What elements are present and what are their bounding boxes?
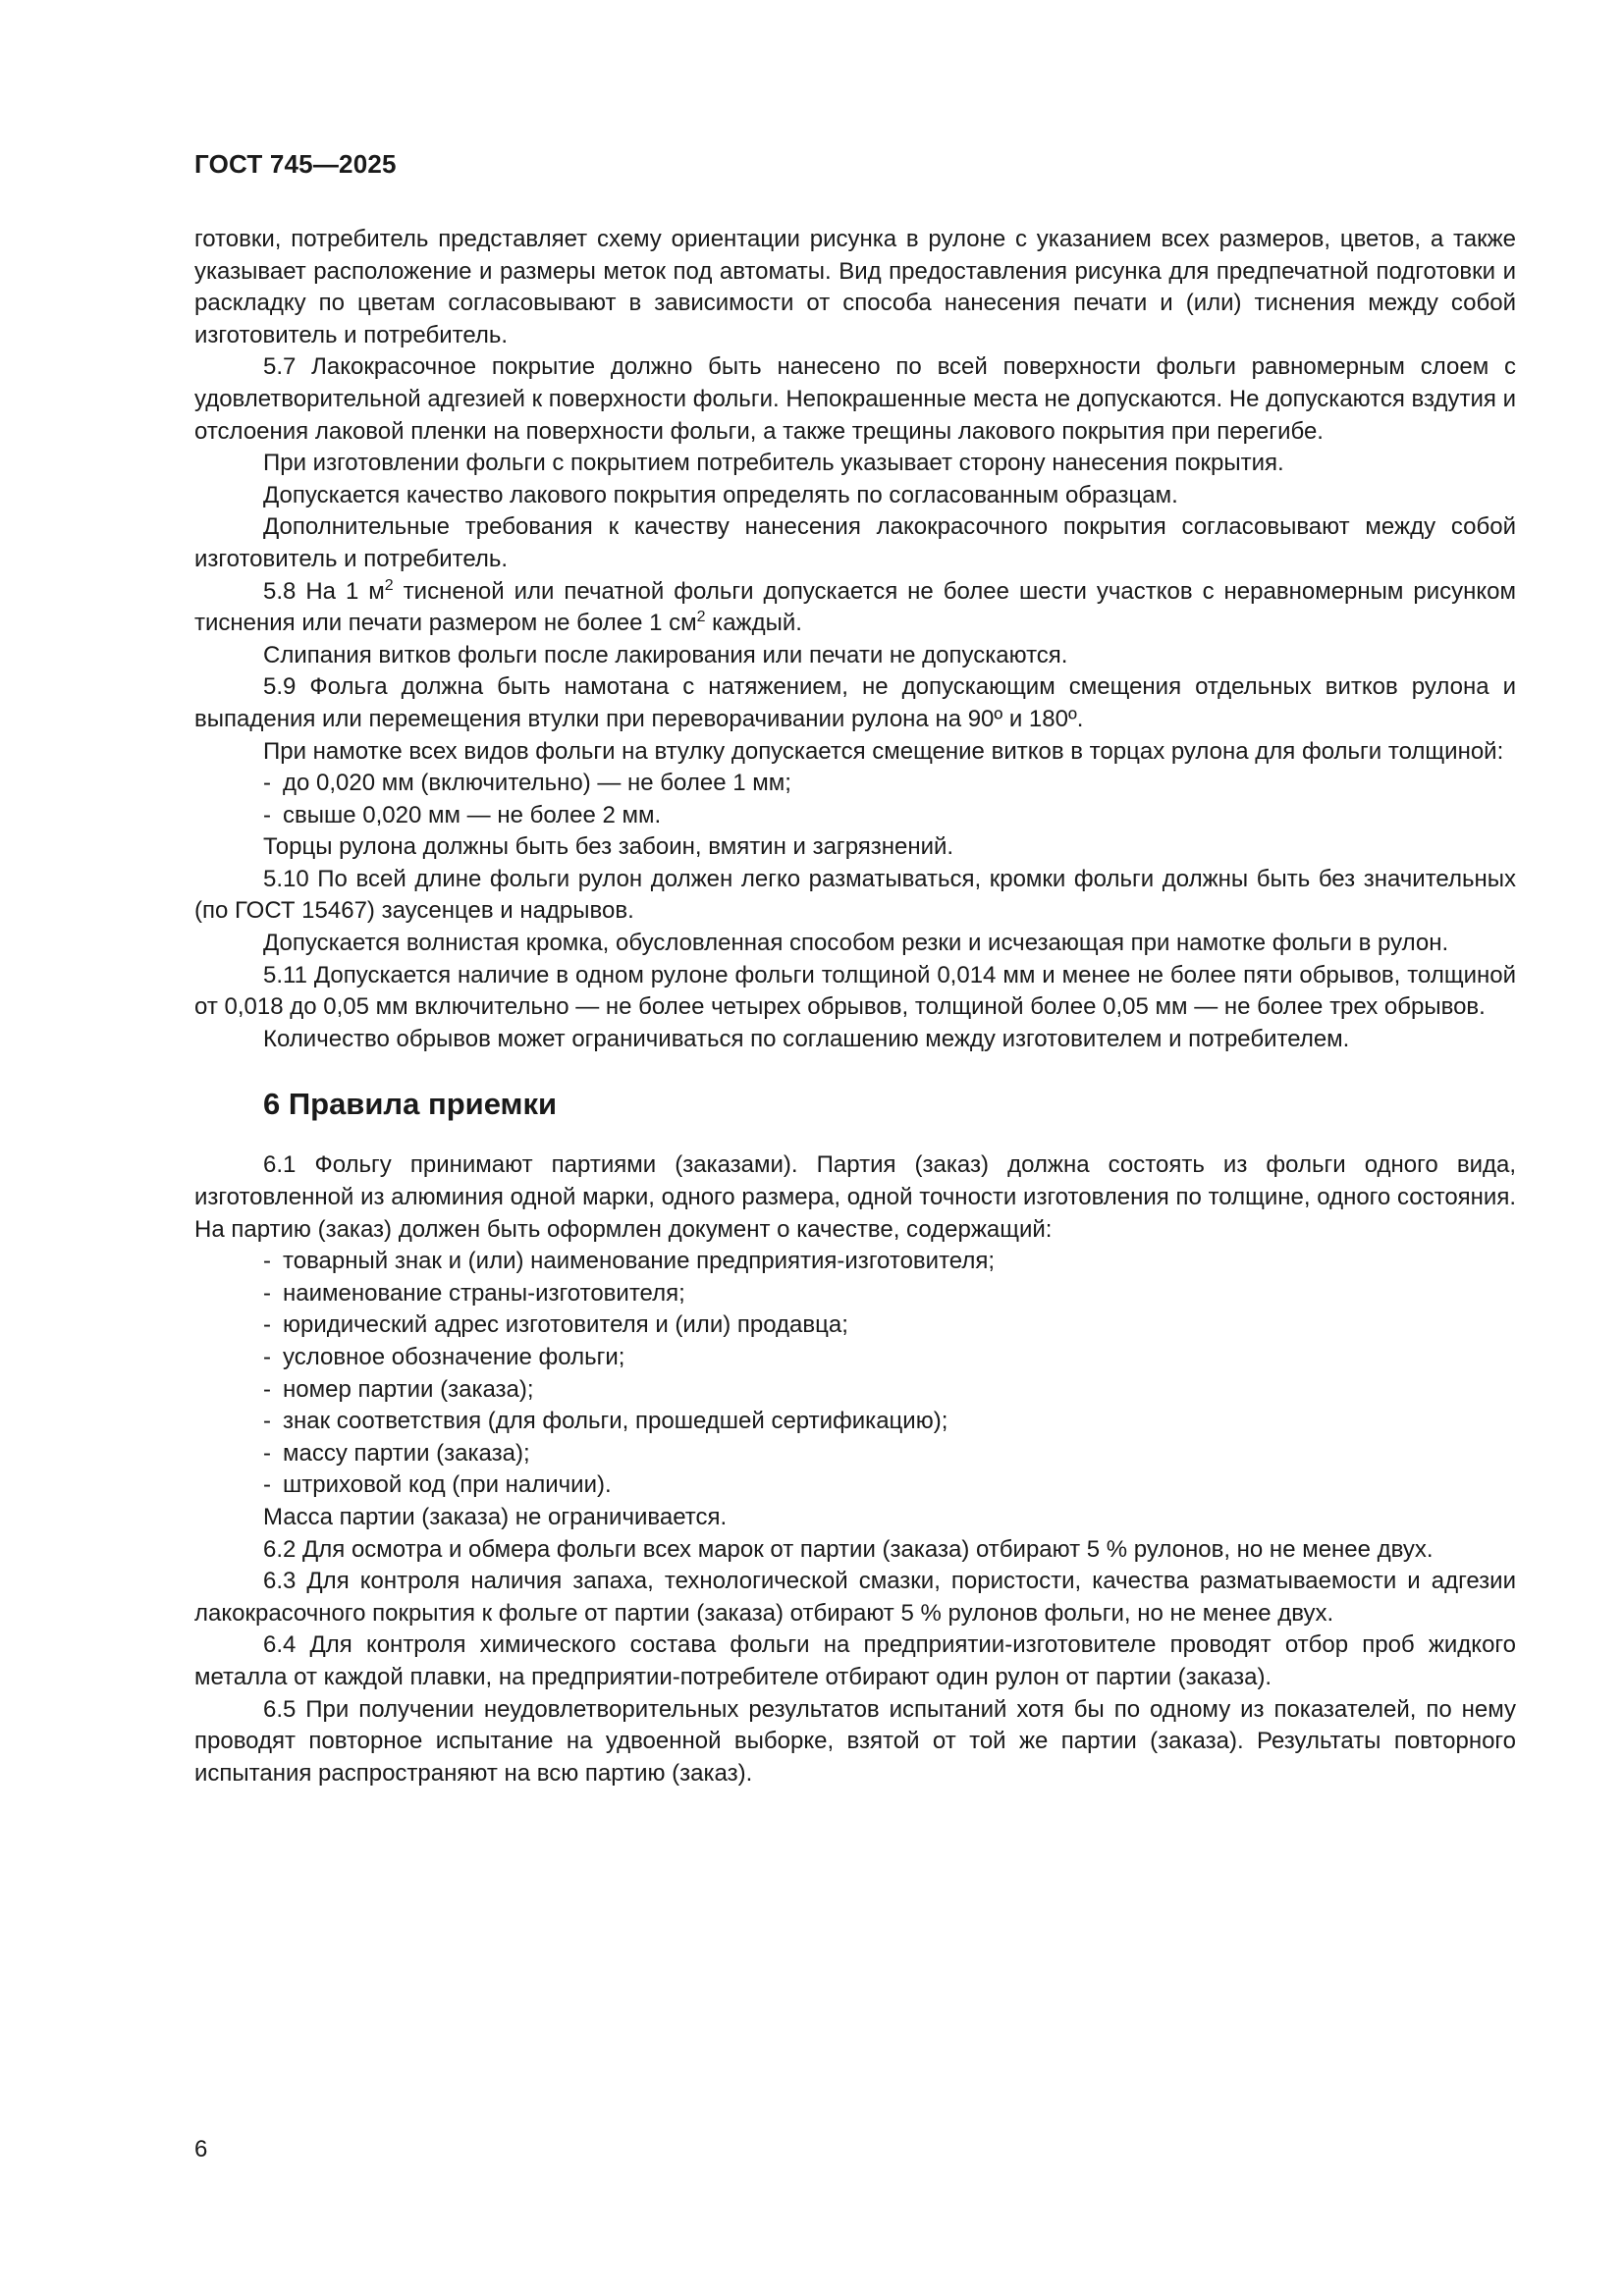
list-item (194, 1438, 1516, 1470)
paragraph (194, 576, 1516, 640)
paragraph: 5.9 Фольга должна быть намотана с натяжением, не допускающим смещения отдельных витков рулона и выпадения или перемещения втулки при переворачивании рулона на 90º и 180º. (194, 673, 1516, 732)
paragraph: 5.10 По всей длине фольги рулон должен легко разматываться, кромки фольги должны быть без значительных (по ГОСТ 15467) заусенцев и надрывов. (194, 865, 1516, 925)
superscript: 2 (384, 576, 394, 594)
paragraph: Торцы рулона должны быть без забоин, вмятин и загрязнений. (263, 833, 954, 861)
list-item (194, 1278, 1516, 1310)
list-dash-icon: - (263, 1375, 271, 1403)
list-item (194, 800, 1516, 832)
text-run: 5.8 На 1 м (263, 577, 385, 605)
paragraph: Допускается волнистая кромка, обусловленная способом резки и исчезающая при намотке фольги в рулон. (263, 930, 1449, 957)
list-dash-icon: - (263, 1344, 271, 1370)
list-dash-icon: - (263, 1311, 271, 1339)
list-item-text: наименование страны-изготовителя; (283, 1279, 685, 1307)
paragraph: 5.7 Лакокрасочное покрытие должно быть нанесено по всей поверхности фольги равномерным слоем с удовлетворительной адгезией к поверхности фольги. Непокрашенные места не допускаются. Не допускаются вздутия и отслоения лаковой пленки на поверхности фольги, а также трещины лакового покрытия при перегибе. (194, 353, 1516, 445)
list-item-text: штриховой код (при наличии). (283, 1471, 612, 1499)
paragraph: 6.5 При получении неудовлетворительных результатов испытаний хотя бы по одному из показателей, по нему проводят повторное испытание на удвоенной выборке, взятой от той же партии (заказа). Результаты повторного испытания распространяют на всю партию (заказ). (194, 1695, 1516, 1787)
list-item-text: товарный знак и (или) наименование предприятия-изготовителя; (283, 1248, 996, 1275)
list-item-text: юридический адрес изготовителя и (или) продавца; (283, 1311, 848, 1339)
list-dash-icon: - (263, 1408, 271, 1435)
paragraph: готовки, потребитель представляет схему ориентации рисунка в рулоне с указанием всех размеров, цветов, а также указывает расположение и размеры меток под автоматы. Вид предоставления рисунка для предпечатной подготовки и раскладку по цветам согласовывают в зависимости от способа нанесения печати и (или) тиснения между собой изготовитель и потребитель. (194, 226, 1516, 348)
paragraph: Масса партии (заказа) не ограничивается. (263, 1503, 728, 1530)
paragraph: 6.3 Для контроля наличия запаха, технологической смазки, пористости, качества разматываемости и адгезии лакокрасочного покрытия к фольге от партии (заказа) отбирают 5 % рулонов фольги, но не менее двух. (194, 1568, 1516, 1627)
document-header: ГОСТ 745—2025 (194, 149, 397, 179)
list-dash-icon: - (263, 801, 271, 828)
text-run: тисненой или печатной фольги допускается не более шести участков с неравномерным рисунком тиснения или печати размером не более 1 см (194, 577, 1516, 637)
list-item (194, 1246, 1516, 1278)
page-number: 6 (194, 2136, 208, 2163)
list-item-text: номер партии (заказа); (283, 1375, 534, 1403)
list-item-text: знак соответствия (для фольги, прошедшей сертификацию); (283, 1408, 948, 1435)
list-dash-icon: - (263, 1279, 271, 1307)
paragraph: Слипания витков фольги после лакирования или печати не допускаются. (263, 641, 1068, 668)
list-item (194, 1469, 1516, 1502)
paragraph: 5.11 Допускается наличие в одном рулоне фольги толщиной 0,014 мм и менее не более пяти обрывов, толщиной от 0,018 до 0,05 мм включительно — не более четырех обрывов, толщиной более 0,05 мм — не более трех обрывов. (194, 961, 1516, 1021)
paragraph: 6.1 Фольгу принимают партиями (заказами). Партия (заказ) должна состоять из фольги одного вида, изготовленной из алюминия одной марки, одного размера, одной точности изготовления по толщине, одного состояния. На партию (заказ) должен быть оформлен документ о качестве, содержащий: (194, 1151, 1516, 1243)
list-item (194, 1374, 1516, 1407)
list-item (194, 1309, 1516, 1342)
paragraph: При намотке всех видов фольги на втулку допускается смещение витков в торцах рулона для фольги толщиной: (263, 737, 1504, 765)
list-item-text: массу партии (заказа); (283, 1439, 530, 1467)
list-item (194, 1342, 1516, 1374)
paragraph: 6.4 Для контроля химического состава фольги на предприятии-изготовителе проводят отбор проб жидкого металла от каждой плавки, на предприятии-потребителе отбирают один рулон от партии (заказа). (194, 1631, 1516, 1690)
paragraph: 6.2 Для осмотра и обмера фольги всех марок от партии (заказа) отбирают 5 % рулонов, но не менее двух. (263, 1535, 1434, 1563)
list-item-text: условное обозначение фольги; (283, 1344, 625, 1370)
paragraph: При изготовлении фольги с покрытием потребитель указывает сторону нанесения покрытия. (263, 450, 1284, 477)
superscript: 2 (696, 609, 706, 626)
list-dash-icon: - (263, 1471, 271, 1499)
list-dash-icon: - (263, 1439, 271, 1467)
document-body (194, 224, 1516, 1789)
paragraph: Допускается качество лакового покрытия определять по согласованным образцам. (263, 481, 1178, 508)
paragraph: Дополнительные требования к качеству нанесения лакокрасочного покрытия согласовывают между собой изготовитель и потребитель. (194, 513, 1516, 572)
list-item-text: свыше 0,020 мм — не более 2 мм. (283, 801, 662, 828)
section-heading: 6 Правила приемки (263, 1087, 558, 1122)
list-item (194, 1406, 1516, 1438)
text-run: каждый. (705, 610, 802, 637)
list-item-text: до 0,020 мм (включительно) — не более 1 мм; (283, 770, 791, 797)
list-item (194, 768, 1516, 800)
list-dash-icon: - (263, 770, 271, 797)
list-dash-icon: - (263, 1248, 271, 1275)
paragraph: Количество обрывов может ограничиваться по соглашению между изготовителем и потребителем. (263, 1025, 1350, 1052)
